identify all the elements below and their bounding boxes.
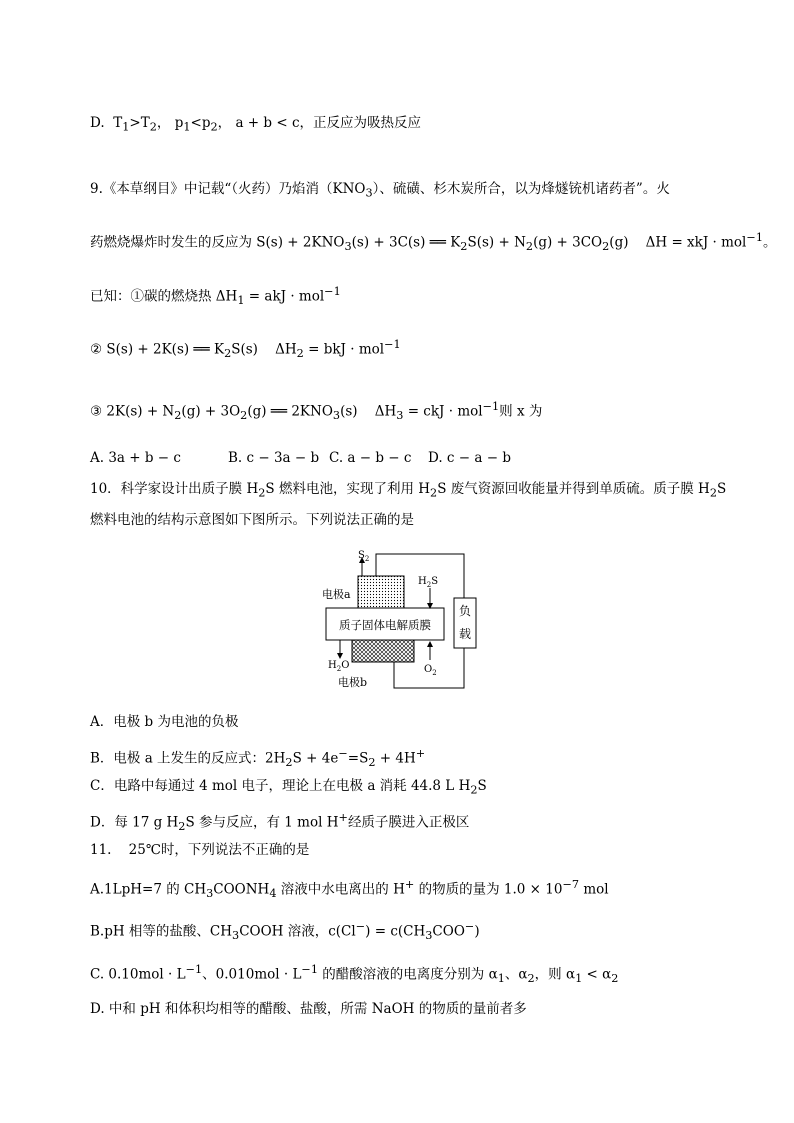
q11-b-sub1: 3	[232, 929, 240, 943]
q9-line2-d: (g) + 3CO	[533, 234, 603, 251]
q11-a-a: A.1LpH=7 的 CH	[90, 881, 207, 898]
q9-line2-sub2: 2	[460, 240, 468, 254]
fuel-cell-svg	[318, 548, 486, 690]
q8-option-d-label: D.	[90, 115, 105, 131]
q11-a-e: mol	[579, 881, 609, 898]
q8-sep: ， p	[156, 115, 184, 131]
q9-line2-sup: −1	[746, 231, 763, 244]
q10-b-sub2: 2	[368, 756, 376, 770]
q9-line2-f: 。	[762, 234, 777, 251]
q11-a-d: 的物质的量为 1.0 × 10	[414, 881, 563, 898]
electrode-a-label: 电极a	[322, 588, 351, 601]
q8-tail: ， a + b < c，正反应为吸热反应	[217, 115, 422, 131]
q11-c-e: ，则 α	[534, 966, 576, 983]
q10-b-sup: −	[338, 747, 348, 760]
q9-line2-sub3: 2	[525, 240, 534, 254]
q9-option-d	[428, 452, 511, 466]
q10-d-sup: +	[338, 811, 348, 824]
q10-stem-line-2	[90, 514, 414, 528]
q11-b-b: COOH 溶液，c(Cl	[239, 923, 356, 940]
q9-option-a-text: A. 3a + b − c	[90, 450, 181, 466]
q9-k2-a: ② S(s) + 2K(s) ══ K	[90, 341, 225, 358]
q11-c-sub1: 1	[497, 972, 505, 986]
q9-line2-e: (g) ΔH = xkJ · mol	[609, 234, 747, 251]
q9-line2-c: S(s) + N	[467, 234, 526, 251]
q11-c-sub4: 2	[611, 972, 619, 986]
h2s-subscript: 2	[426, 581, 432, 589]
q11-a-b: COONH	[213, 881, 270, 898]
electrode-b-label: 电极b	[338, 676, 368, 689]
q9-line1-b: ）、硫磺、杉木炭所合，以为烽燧铳机诸药者”。火	[372, 181, 670, 197]
q9-stem-line-1	[90, 183, 670, 199]
q11-option-d-text: D. 中和 pH 和体积均相等的醋酸、盐酸，所需 NaOH 的物质的量前者多	[90, 1001, 527, 1017]
q11-b-e: )	[474, 923, 480, 940]
membrane-label: 质子固体电解质膜	[339, 618, 431, 632]
q9-option-a	[90, 452, 181, 466]
q11-option-d	[90, 1003, 527, 1017]
q11-a-sub2: 4	[269, 887, 277, 901]
q10-b-sub1: 2	[285, 756, 293, 770]
q9-k2-sub: 2	[224, 347, 232, 361]
q9-option-d-text: D. c − a − b	[428, 450, 511, 466]
q11-a-sub1: 3	[206, 887, 214, 901]
q11-c-sup1: −1	[185, 963, 203, 976]
q8-sub-2: 2	[149, 120, 157, 134]
q9-k2-c: = bkJ · mol	[303, 341, 385, 358]
q10-line2-text: 燃料电池的结构示意图如下图所示。下列说法正确的是	[90, 512, 414, 528]
q11-b-a: B.pH 相等的盐酸、CH	[90, 923, 233, 940]
h2s-h: H	[418, 576, 427, 587]
q11-stem	[90, 844, 309, 858]
q11-a-c: 溶液中水电离出的 H	[276, 881, 405, 898]
q11-b-sup2: −	[464, 920, 475, 933]
q9-k3-a: ③ 2K(s) + N	[90, 403, 175, 420]
q11-b-sub2: 3	[425, 929, 433, 943]
q9-k3-sub4: 3	[396, 409, 404, 423]
q9-k3-sup: −1	[482, 400, 500, 413]
q9-option-c	[329, 452, 411, 466]
q10-b-sup2: +	[415, 747, 426, 760]
q9-k2-sup: −1	[384, 338, 401, 351]
o2-subscript: 2	[432, 669, 437, 677]
q9-k3-b: (g) + 3O	[181, 403, 241, 420]
q11-c-d: 、α	[504, 966, 528, 983]
q10-c-sub: 2	[470, 783, 478, 797]
q11-c-c: 的醋酸溶液的电离度分别为 α	[318, 966, 498, 983]
q11-c-f: < α	[582, 966, 612, 983]
q10-d-sub: 2	[178, 820, 186, 834]
h2s-label	[418, 576, 438, 589]
q10-line1-sub1: 2	[258, 486, 266, 500]
h2o-o: O	[341, 660, 350, 671]
s2-symbol: S	[358, 550, 365, 561]
q10-c-a: C．电路中每通过 4 mol 电子，理论上在电极 a 消耗 44.8 L H	[90, 778, 471, 794]
q9-k1-a: ①碳的燃烧热 ΔH	[130, 288, 238, 305]
q9-k3-c: (g) ══ 2KNO	[247, 403, 333, 420]
q11-c-b: 、0.010mol · L	[202, 966, 302, 983]
q9-k3-e: = ckJ · mol	[403, 403, 483, 420]
q11-option-c	[90, 964, 618, 984]
load-label-2: 载	[458, 627, 472, 641]
q10-d-c: 经质子膜进入正极区	[347, 814, 470, 831]
q11-c-a: C. 0.10mol · L	[90, 966, 186, 983]
q9-line2-sub1: 3	[344, 240, 352, 254]
q10-d-b: S 参与反应，有 1 mol H	[185, 814, 339, 831]
q10-b-d: + 4H	[375, 750, 416, 767]
q11-stem-text: 11. 25℃时，下列说法不正确的是	[90, 842, 310, 858]
load-label-1: 负	[458, 604, 472, 618]
q11-b-c: ) = c(CH	[365, 923, 426, 940]
q9-known-1	[90, 286, 341, 306]
q9-k3-sub3: 3	[332, 409, 341, 423]
q9-line2-a: 药燃烧爆炸时发生的反应为 S(s) + 2KNO	[90, 234, 345, 251]
q9-k2-sub2: 2	[296, 347, 304, 361]
q9-k3-d: (s) ΔH	[340, 403, 397, 420]
o2-symbol: O	[424, 664, 433, 675]
q10-c-b: S	[477, 778, 487, 794]
q10-option-a-text: A．电极 b 为电池的负极	[90, 714, 239, 730]
q11-a-sup2: −7	[562, 878, 580, 891]
q9-option-c-text: C. a − b − c	[329, 450, 412, 466]
q9-k1-sup: −1	[324, 285, 341, 298]
q9-known-3	[90, 401, 542, 421]
q10-option-d	[90, 812, 469, 832]
q9-line2-sub4: 2	[602, 240, 610, 254]
q10-option-b	[90, 748, 425, 768]
q10-b-c: =S	[347, 750, 369, 767]
q11-b-d: COO	[432, 923, 465, 940]
q9-line1-a: 9.《本草纲目》中记载“（火药）乃焰消（KNO	[90, 181, 366, 197]
q10-stem-line-1	[90, 483, 726, 499]
q10-line1-b: S 燃料电池，实现了利用 H	[265, 481, 431, 497]
h2o-label	[328, 660, 349, 673]
fuel-cell-diagram	[318, 548, 486, 690]
q9-k1-b: = akJ · mol	[244, 288, 325, 305]
q11-c-sub3: 1	[575, 972, 583, 986]
q11-option-a	[90, 879, 609, 899]
q11-a-sup1: +	[404, 878, 415, 891]
s2-label	[358, 550, 369, 563]
q8-sub-3: 1	[183, 120, 191, 134]
q9-k3-sub1: 2	[174, 409, 182, 423]
q9-k2-b: S(s) ΔH	[231, 341, 297, 358]
q8-sub-1: 1	[122, 120, 130, 134]
q9-known-2	[90, 339, 401, 359]
electrode-b	[352, 640, 414, 662]
q8-lt: <p	[190, 115, 211, 131]
q10-line1-d: S	[716, 481, 727, 497]
q10-b-a: B．电极 a 上发生的反应式：2H	[90, 750, 286, 767]
q9-k3-sub2: 2	[240, 409, 248, 423]
q10-option-a	[90, 716, 238, 730]
q10-d-a: D．每 17 g H	[90, 814, 179, 831]
q11-c-sup2: −1	[301, 963, 318, 976]
q8-gt: >T	[129, 115, 150, 131]
q10-line1-a: 10．科学家设计出质子膜 H	[90, 481, 259, 497]
q9-k3-f: 则 x 为	[499, 403, 543, 420]
q11-option-b	[90, 921, 480, 941]
q9-option-b-text: B. c − 3a − b	[228, 450, 320, 466]
q8-t: T	[113, 115, 123, 131]
q9-known-label: 已知：	[90, 288, 131, 305]
q10-option-c	[90, 780, 487, 796]
q10-line1-c: S 废气资源回收能量并得到单质硫。质子膜 H	[437, 481, 710, 497]
q10-b-b: S + 4e	[292, 750, 339, 767]
electrode-a	[358, 576, 404, 608]
q11-b-sup1: −	[355, 920, 366, 933]
o2-label	[424, 664, 437, 677]
q9-k1-sub: 1	[237, 294, 245, 308]
q9-line2-b: (s) + 3C(s) ══ K	[351, 234, 461, 251]
q8-option-d	[90, 117, 421, 133]
q9-option-b	[228, 452, 319, 466]
h2s-s: S	[431, 576, 439, 587]
q10-line1-sub2: 2	[430, 486, 438, 500]
s2-subscript: 2	[364, 555, 370, 563]
h2o-subscript: 2	[336, 665, 342, 673]
q8-sub-4: 2	[210, 120, 218, 134]
h2o-h: H	[328, 660, 337, 671]
q9-stem-line-2	[90, 232, 776, 252]
q11-c-sub2: 2	[527, 972, 535, 986]
q9-line1-sub: 3	[365, 186, 373, 200]
q10-line1-sub3: 2	[709, 486, 717, 500]
